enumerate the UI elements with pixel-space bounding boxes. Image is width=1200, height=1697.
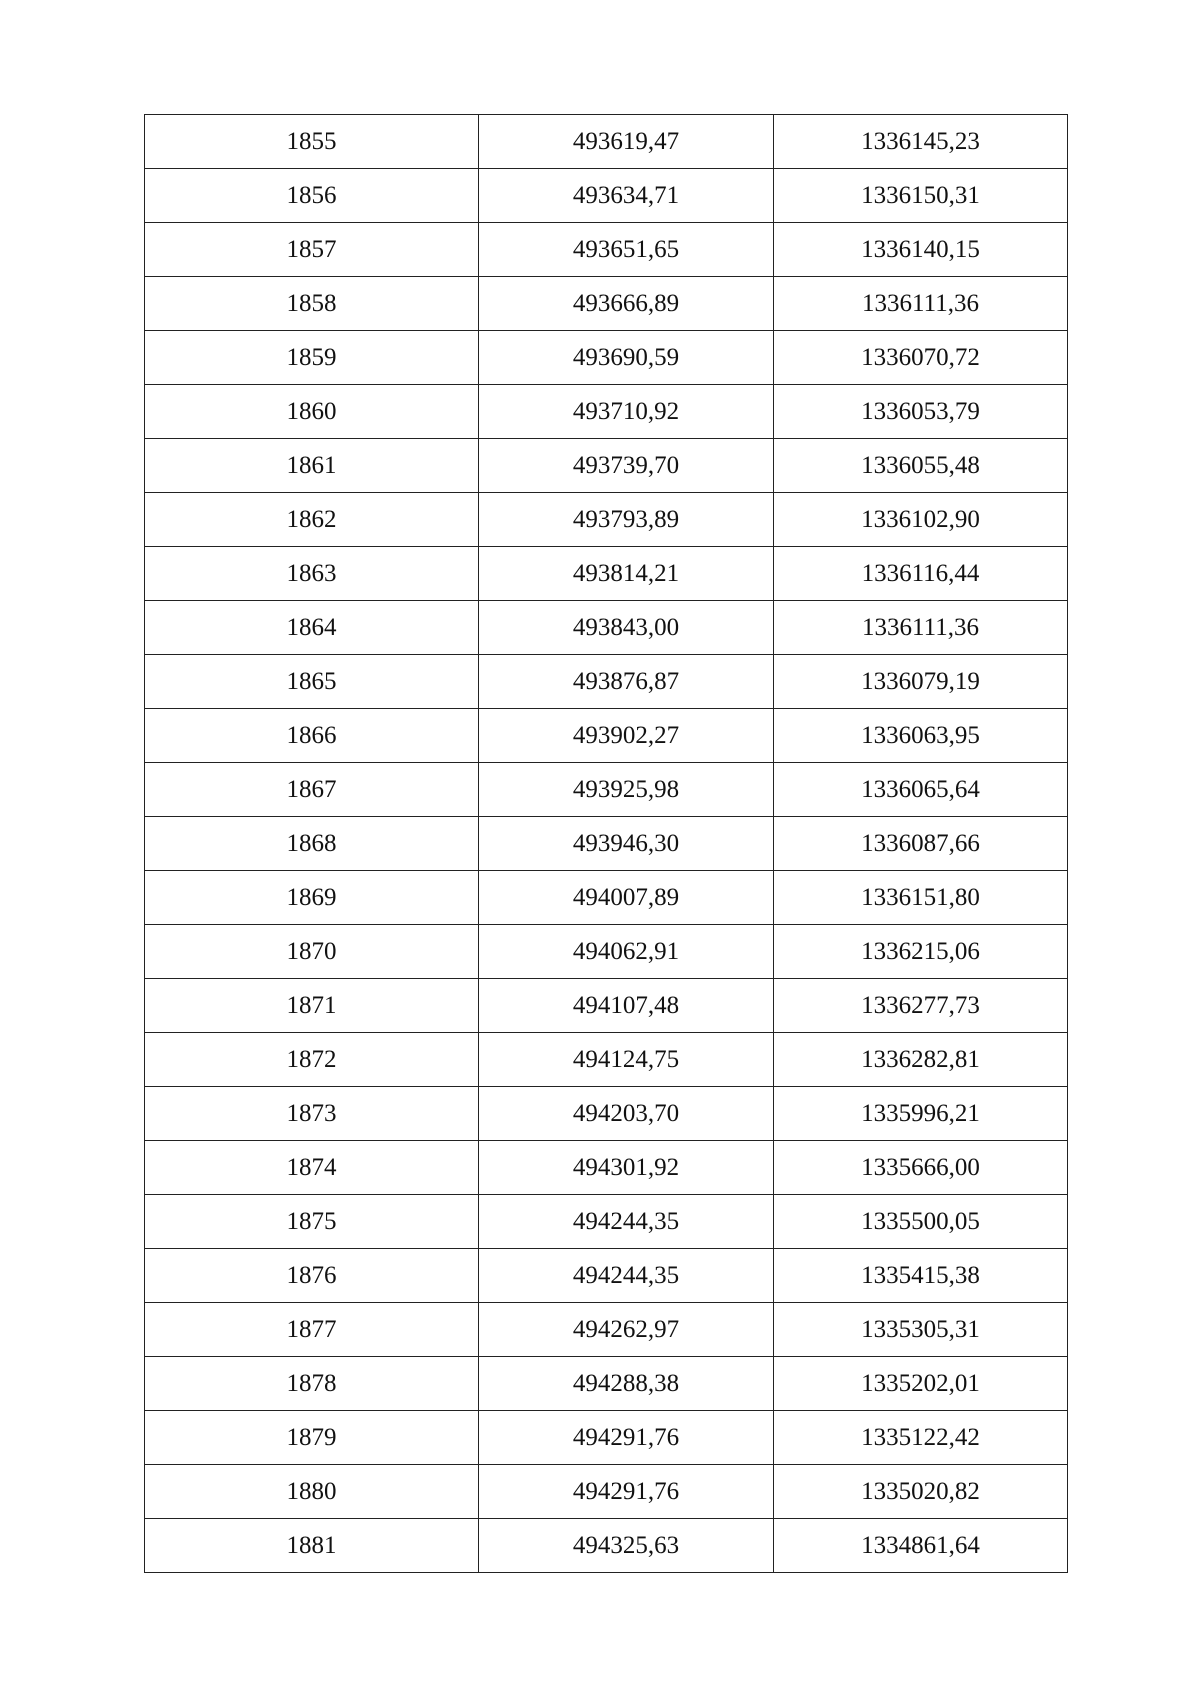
point-number-cell: 1878 [145, 1357, 479, 1411]
table-row [145, 115, 1068, 169]
x-coordinate-cell: 493651,65 [479, 223, 774, 277]
table-row [145, 763, 1068, 817]
x-coordinate-cell: 494244,35 [479, 1249, 774, 1303]
y-coordinate-cell: 1336140,15 [774, 223, 1068, 277]
table-row [145, 601, 1068, 655]
point-number-cell: 1875 [145, 1195, 479, 1249]
x-coordinate-cell: 493739,70 [479, 439, 774, 493]
point-number-cell: 1870 [145, 925, 479, 979]
table-row [145, 493, 1068, 547]
table-row [145, 1303, 1068, 1357]
table-row [145, 709, 1068, 763]
point-number-cell: 1866 [145, 709, 479, 763]
x-coordinate-cell: 494007,89 [479, 871, 774, 925]
x-coordinate-cell: 493902,27 [479, 709, 774, 763]
x-coordinate-cell: 494107,48 [479, 979, 774, 1033]
y-coordinate-cell: 1336053,79 [774, 385, 1068, 439]
y-coordinate-cell: 1336102,90 [774, 493, 1068, 547]
y-coordinate-cell: 1335305,31 [774, 1303, 1068, 1357]
table-row [145, 871, 1068, 925]
point-number-cell: 1869 [145, 871, 479, 925]
y-coordinate-cell: 1336282,81 [774, 1033, 1068, 1087]
point-number-cell: 1880 [145, 1465, 479, 1519]
point-number-cell: 1864 [145, 601, 479, 655]
table-row [145, 385, 1068, 439]
y-coordinate-cell: 1335202,01 [774, 1357, 1068, 1411]
table-row [145, 169, 1068, 223]
x-coordinate-cell: 493793,89 [479, 493, 774, 547]
table-row [145, 331, 1068, 385]
table-row [145, 1249, 1068, 1303]
point-number-cell: 1861 [145, 439, 479, 493]
table-row [145, 277, 1068, 331]
point-number-cell: 1874 [145, 1141, 479, 1195]
table-row [145, 439, 1068, 493]
x-coordinate-cell: 493710,92 [479, 385, 774, 439]
point-number-cell: 1863 [145, 547, 479, 601]
table-row [145, 655, 1068, 709]
x-coordinate-cell: 493925,98 [479, 763, 774, 817]
y-coordinate-cell: 1335020,82 [774, 1465, 1068, 1519]
point-number-cell: 1868 [145, 817, 479, 871]
y-coordinate-cell: 1335500,05 [774, 1195, 1068, 1249]
x-coordinate-cell: 493690,59 [479, 331, 774, 385]
x-coordinate-cell: 493619,47 [479, 115, 774, 169]
y-coordinate-cell: 1336070,72 [774, 331, 1068, 385]
x-coordinate-cell: 494244,35 [479, 1195, 774, 1249]
table-row [145, 817, 1068, 871]
point-number-cell: 1858 [145, 277, 479, 331]
x-coordinate-cell: 493634,71 [479, 169, 774, 223]
y-coordinate-cell: 1336150,31 [774, 169, 1068, 223]
y-coordinate-cell: 1335996,21 [774, 1087, 1068, 1141]
x-coordinate-cell: 493843,00 [479, 601, 774, 655]
point-number-cell: 1855 [145, 115, 479, 169]
point-number-cell: 1876 [145, 1249, 479, 1303]
x-coordinate-cell: 493946,30 [479, 817, 774, 871]
point-number-cell: 1873 [145, 1087, 479, 1141]
point-number-cell: 1860 [145, 385, 479, 439]
table-row [145, 223, 1068, 277]
point-number-cell: 1877 [145, 1303, 479, 1357]
table-row [145, 1519, 1068, 1573]
point-number-cell: 1872 [145, 1033, 479, 1087]
coordinates-table [144, 114, 1068, 1573]
y-coordinate-cell: 1335122,42 [774, 1411, 1068, 1465]
point-number-cell: 1865 [145, 655, 479, 709]
y-coordinate-cell: 1336079,19 [774, 655, 1068, 709]
point-number-cell: 1881 [145, 1519, 479, 1573]
point-number-cell: 1867 [145, 763, 479, 817]
y-coordinate-cell: 1336065,64 [774, 763, 1068, 817]
x-coordinate-cell: 494325,63 [479, 1519, 774, 1573]
y-coordinate-cell: 1336116,44 [774, 547, 1068, 601]
coordinates-table-body [145, 115, 1068, 1573]
y-coordinate-cell: 1336055,48 [774, 439, 1068, 493]
y-coordinate-cell: 1336151,80 [774, 871, 1068, 925]
x-coordinate-cell: 494262,97 [479, 1303, 774, 1357]
table-row [145, 1357, 1068, 1411]
point-number-cell: 1859 [145, 331, 479, 385]
x-coordinate-cell: 494291,76 [479, 1465, 774, 1519]
x-coordinate-cell: 494124,75 [479, 1033, 774, 1087]
point-number-cell: 1879 [145, 1411, 479, 1465]
table-row [145, 547, 1068, 601]
x-coordinate-cell: 493876,87 [479, 655, 774, 709]
y-coordinate-cell: 1336215,06 [774, 925, 1068, 979]
point-number-cell: 1862 [145, 493, 479, 547]
x-coordinate-cell: 494291,76 [479, 1411, 774, 1465]
table-row [145, 1465, 1068, 1519]
y-coordinate-cell: 1336277,73 [774, 979, 1068, 1033]
point-number-cell: 1857 [145, 223, 479, 277]
x-coordinate-cell: 493814,21 [479, 547, 774, 601]
x-coordinate-cell: 494203,70 [479, 1087, 774, 1141]
table-row [145, 979, 1068, 1033]
y-coordinate-cell: 1336087,66 [774, 817, 1068, 871]
table-row [145, 1141, 1068, 1195]
x-coordinate-cell: 494301,92 [479, 1141, 774, 1195]
y-coordinate-cell: 1334861,64 [774, 1519, 1068, 1573]
y-coordinate-cell: 1335415,38 [774, 1249, 1068, 1303]
y-coordinate-cell: 1335666,00 [774, 1141, 1068, 1195]
x-coordinate-cell: 494288,38 [479, 1357, 774, 1411]
table-row [145, 925, 1068, 979]
x-coordinate-cell: 494062,91 [479, 925, 774, 979]
y-coordinate-cell: 1336063,95 [774, 709, 1068, 763]
table-row [145, 1195, 1068, 1249]
table-row [145, 1411, 1068, 1465]
point-number-cell: 1871 [145, 979, 479, 1033]
y-coordinate-cell: 1336111,36 [774, 277, 1068, 331]
x-coordinate-cell: 493666,89 [479, 277, 774, 331]
point-number-cell: 1856 [145, 169, 479, 223]
table-row [145, 1033, 1068, 1087]
y-coordinate-cell: 1336111,36 [774, 601, 1068, 655]
y-coordinate-cell: 1336145,23 [774, 115, 1068, 169]
table-row [145, 1087, 1068, 1141]
